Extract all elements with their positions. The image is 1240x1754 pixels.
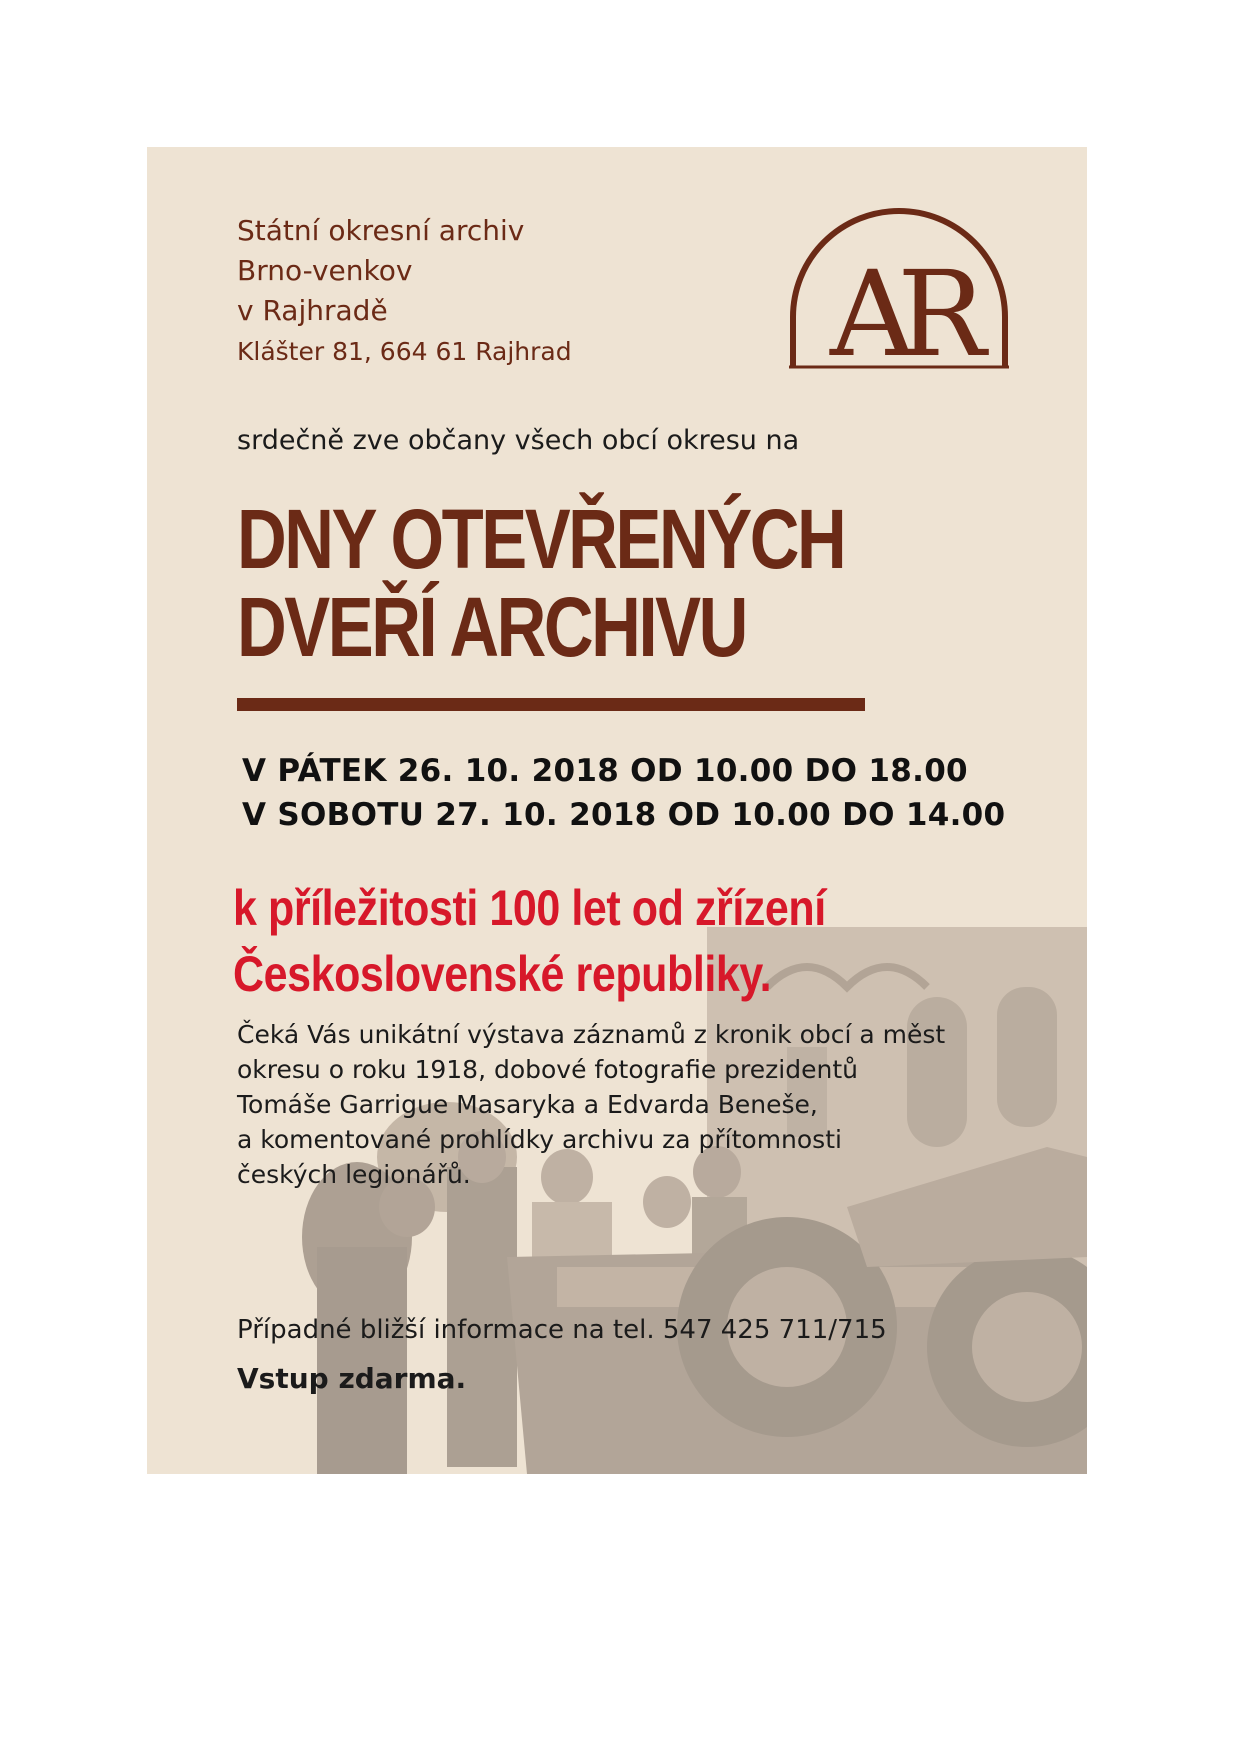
event-title-line2: DVEŘÍ ARCHIVU	[237, 580, 746, 674]
description	[237, 1017, 945, 1192]
description-line: Tomáše Garrigue Masaryka a Edvarda Beneše,	[237, 1090, 818, 1119]
event-title	[237, 492, 845, 674]
org-name-line2: Brno-venkov	[237, 254, 413, 287]
logo-text: AR	[829, 245, 969, 373]
description-line: Čeká Vás unikátní výstava záznamů z kronik obcí a měst	[237, 1020, 946, 1049]
org-name-line3: v Rajhradě	[237, 294, 388, 327]
occasion-line1: k příležitosti 100 let od zřízení	[233, 880, 826, 936]
occasion-line2: Československé republiky.	[233, 946, 772, 1002]
date-saturday: V SOBOTU 27. 10. 2018 OD 10.00 DO 14.00	[242, 797, 1006, 833]
event-title-line1: DNY OTEVŘENÝCH	[237, 492, 845, 586]
title-divider	[237, 698, 865, 711]
organization-block	[237, 211, 572, 373]
event-dates	[242, 749, 1005, 837]
date-friday: V PÁTEK 26. 10. 2018 OD 10.00 DO 18.00	[242, 753, 968, 789]
org-address: Klášter 81, 664 61 Rajhrad	[237, 337, 572, 366]
description-line: okresu o roku 1918, dobové fotografie prezidentů	[237, 1055, 858, 1084]
description-line: a komentované prohlídky archivu za přítomnosti	[237, 1125, 842, 1154]
entry-free: Vstup zdarma.	[237, 1362, 467, 1395]
org-name-line1: Státní okresní archiv	[237, 214, 525, 247]
contact-info: Případné bližší informace na tel. 547 425 711/715	[237, 1315, 887, 1345]
invitation-text: srdečně zve občany všech obcí okresu na	[237, 425, 800, 456]
poster	[147, 147, 1087, 1474]
archive-logo	[787, 205, 1011, 373]
description-line: českých legionářů.	[237, 1160, 471, 1189]
occasion-text	[233, 875, 826, 1007]
